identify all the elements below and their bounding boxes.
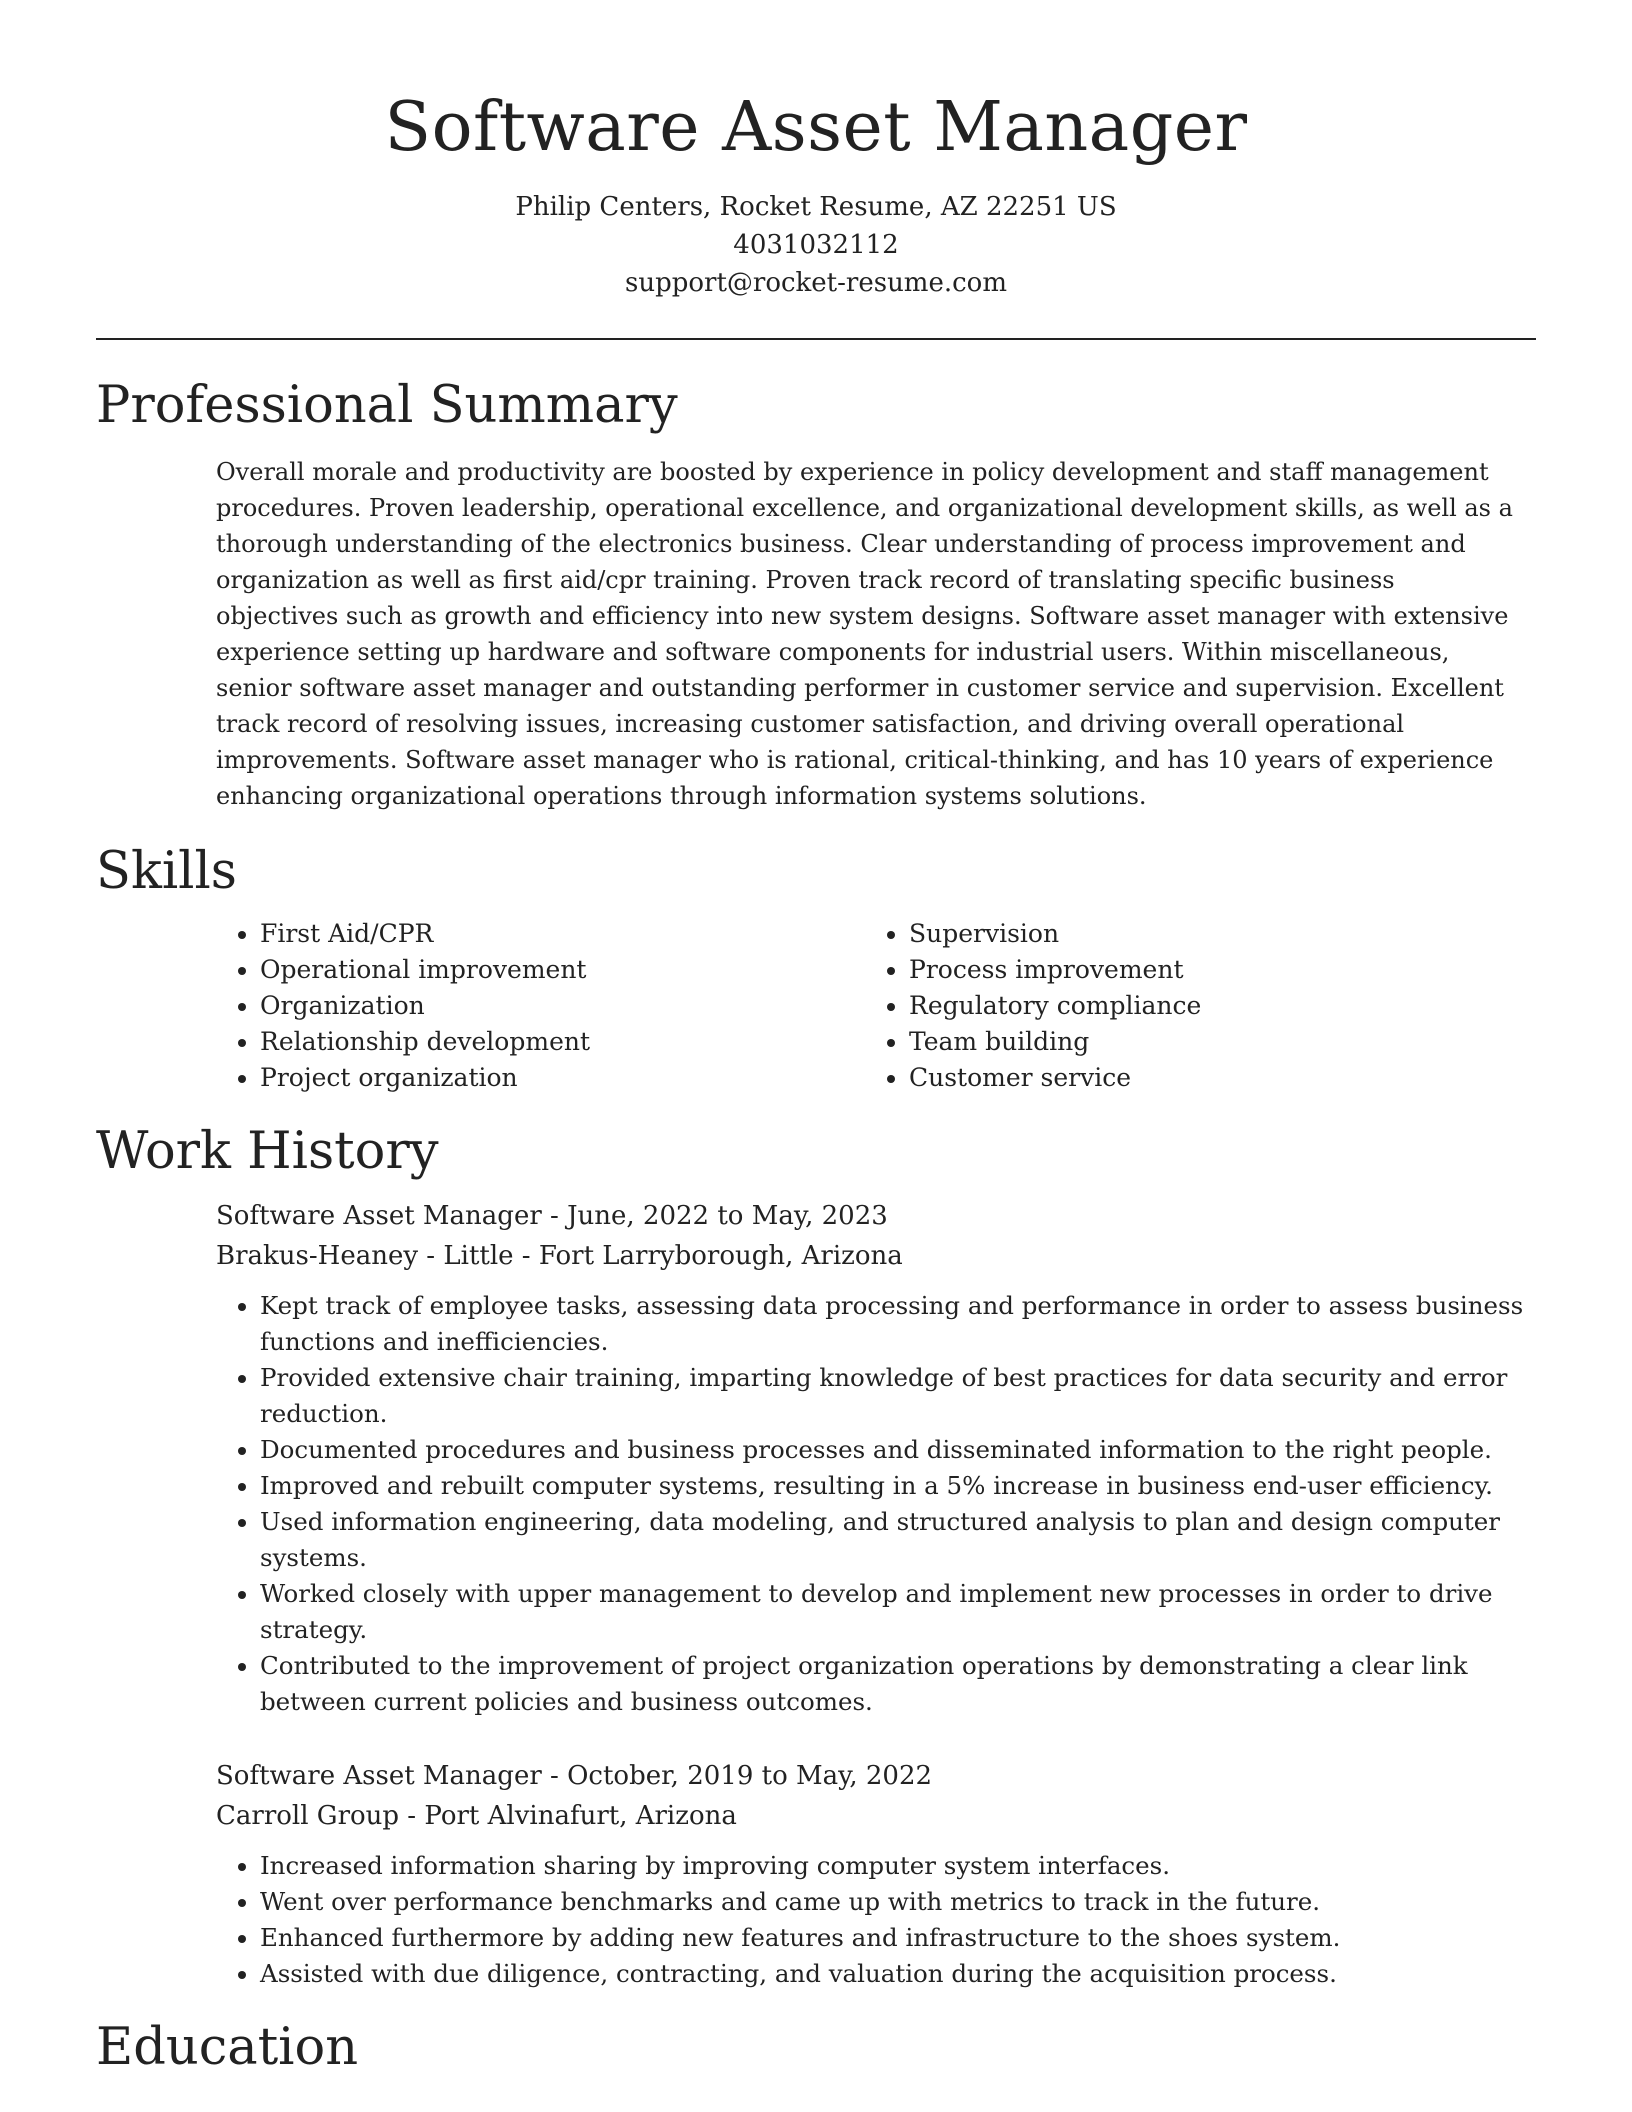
job-title: Software Asset Manager: [216, 1761, 542, 1791]
job-bullet: • Enhanced furthermore by adding new features and infrastructure to the shoes system.: [260, 1920, 1536, 1956]
skills-column-left: [216, 916, 865, 1096]
resume-page: [96, 0, 1536, 2078]
job-bullet: • Used information engineering, data modeling, and structured analysis to plan and design computer systems.: [260, 1504, 1536, 1576]
job-title-line: [216, 1756, 1536, 1796]
resume-title: Software Asset Manager: [384, 88, 1248, 167]
skill-item: • Operational improvement: [260, 952, 865, 988]
job-company: Carroll Group: [216, 1801, 400, 1831]
education-heading: Education: [96, 2018, 359, 2077]
job-location: Port Alvinafurt, Arizona: [424, 1801, 737, 1831]
skill-item: • Process improvement: [909, 952, 1514, 988]
job-bullet: • Increased information sharing by improving computer system interfaces.: [260, 1848, 1536, 1884]
job-bullet: • Worked closely with upper management to develop and implement new processes in order to drive strategy.: [260, 1576, 1536, 1648]
work-history-heading: Work History: [96, 1122, 439, 1181]
job-bullets: [216, 1848, 1536, 1992]
job-entry: [216, 1756, 1536, 1992]
job-company-line: [216, 1236, 1536, 1276]
skill-item: • First Aid/CPR: [260, 916, 865, 952]
job-bullet: • Documented procedures and business processes and disseminated information to the right people.: [260, 1432, 1536, 1468]
separator: -: [399, 1801, 425, 1831]
job-location: Fort Larryborough, Arizona: [538, 1241, 903, 1271]
separator: -: [541, 1761, 568, 1791]
skill-item: • Project organization: [260, 1060, 865, 1096]
contact-email: support@rocket-resume.com: [624, 268, 1007, 298]
skills-heading: Skills: [96, 842, 237, 901]
skills-column-right: [865, 916, 1514, 1096]
job-bullet: • Kept track of employee tasks, assessing data processing and performance in order to assess business functions and inefficiencies.: [260, 1288, 1536, 1360]
job-entry: [216, 1196, 1536, 1720]
skill-item: • Relationship development: [260, 1024, 865, 1060]
job-bullet: • Contributed to the improvement of project organization operations by demonstrating a clear link between current policies and business outcomes.: [260, 1648, 1536, 1720]
summary-text: Overall morale and productivity are boosted by experience in policy development and staff management procedures. Proven leadership, operational excellence, and organizational development skills, as well as a thorough understanding of the electronics business. Clear understanding of process improvement and organization as well as first aid/cpr training. Proven track record of translating specific business objectives such as growth and efficiency into new system designs. Software asset manager with extensive experience setting up hardware and software components for industrial users. Within miscellaneous, senior software asset manager and outstanding performer in customer service and supervision. Excellent track record of resolving issues, increasing customer satisfaction, and driving overall operational improvements. Software asset manager who is rational, critical-thinking, and has 10 years of experience enhancing organizational operations through information systems solutions.: [216, 458, 1513, 810]
separator: -: [541, 1201, 568, 1231]
job-bullet: • Assisted with due diligence, contracting, and valuation during the acquisition process.: [260, 1956, 1536, 1992]
summary-heading: Professional Summary: [96, 376, 678, 435]
job-dates: June, 2022 to May, 2023: [567, 1201, 888, 1231]
skill-item: • Supervision: [909, 916, 1514, 952]
job-dates: October, 2019 to May, 2022: [567, 1761, 933, 1791]
job-company-line: [216, 1796, 1536, 1836]
resume-header: [96, 0, 1536, 302]
separator: -: [513, 1241, 539, 1271]
contact-phone: 4031032112: [733, 230, 899, 260]
job-company: Brakus-Heaney - Little: [216, 1241, 514, 1271]
job-bullet: • Improved and rebuilt computer systems, resulting in a 5% increase in business end-user efficiency.: [260, 1468, 1536, 1504]
summary-section: [96, 376, 1536, 814]
skills-section: [96, 842, 1536, 1096]
job-bullet: • Provided extensive chair training, imparting knowledge of best practices for data security and error reduction.: [260, 1360, 1536, 1432]
skill-item: • Regulatory compliance: [909, 988, 1514, 1024]
job-bullet: • Went over performance benchmarks and came up with metrics to track in the future.: [260, 1884, 1536, 1920]
skill-item: • Organization: [260, 988, 865, 1024]
skills-grid: [216, 916, 1536, 1096]
contact-address: Philip Centers, Rocket Resume, AZ 22251 US: [515, 192, 1117, 222]
job-title-line: [216, 1196, 1536, 1236]
contact-block: [96, 188, 1536, 302]
job-title: Software Asset Manager: [216, 1201, 542, 1231]
education-section: [96, 2018, 1536, 2078]
skill-item: • Team building: [909, 1024, 1514, 1060]
job-bullets: [216, 1288, 1536, 1720]
work-history-section: [96, 1122, 1536, 1992]
header-divider: [96, 338, 1536, 340]
skill-item: • Customer service: [909, 1060, 1514, 1096]
